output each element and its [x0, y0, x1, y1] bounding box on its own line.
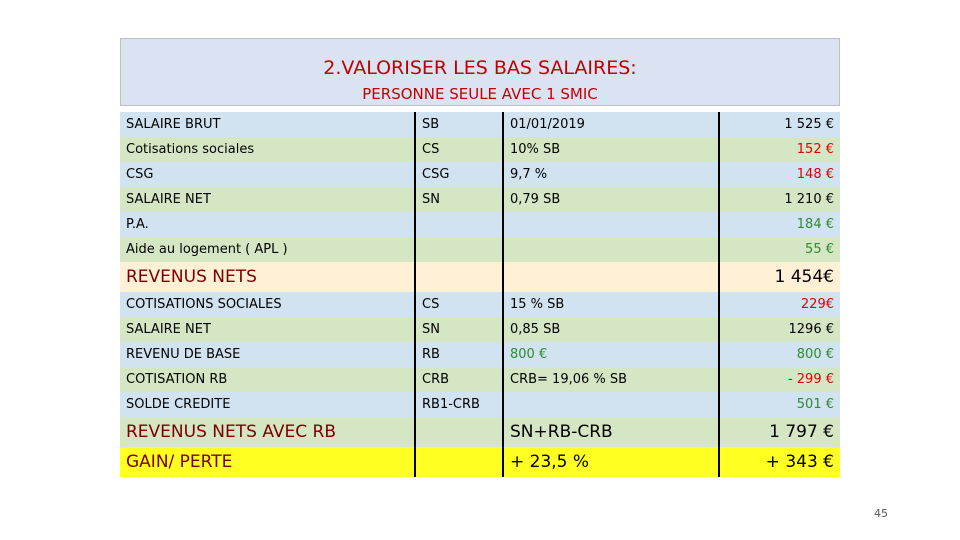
- table-row: [120, 112, 840, 137]
- row-label: COTISATION RB: [120, 367, 415, 392]
- row-label: SALAIRE NET: [120, 317, 415, 342]
- table-row: [120, 237, 840, 262]
- row-desc: 15 % SB: [503, 292, 719, 317]
- row-value: 1 797 €: [719, 417, 840, 447]
- row-desc: [503, 212, 719, 237]
- row-value: 184 €: [719, 212, 840, 237]
- row-label: CSG: [120, 162, 415, 187]
- row-abbr: SB: [415, 112, 503, 137]
- row-value: 152 €: [719, 137, 840, 162]
- table-row: [120, 367, 840, 392]
- row-value: 800 €: [719, 342, 840, 367]
- row-label: P.A.: [120, 212, 415, 237]
- row-abbr: SN: [415, 317, 503, 342]
- row-label: GAIN/ PERTE: [120, 447, 415, 477]
- row-desc: 01/01/2019: [503, 112, 719, 137]
- row-abbr: CS: [415, 292, 503, 317]
- row-label: SALAIRE NET: [120, 187, 415, 212]
- row-desc: 0,85 SB: [503, 317, 719, 342]
- row-abbr: [415, 417, 503, 447]
- row-abbr: CSG: [415, 162, 503, 187]
- row-value: 148 €: [719, 162, 840, 187]
- row-value: - 299 €: [719, 367, 840, 392]
- row-abbr: RB: [415, 342, 503, 367]
- table-row: [120, 212, 840, 237]
- table-row: [120, 187, 840, 212]
- row-label: REVENUS NETS: [120, 262, 415, 292]
- row-value: + 343 €: [719, 447, 840, 477]
- row-abbr: [415, 262, 503, 292]
- row-label: Aide au logement ( APL ): [120, 237, 415, 262]
- row-value: 1296 €: [719, 317, 840, 342]
- row-desc: 9,7 %: [503, 162, 719, 187]
- row-desc: 800 €: [503, 342, 719, 367]
- page-title: 2.VALORISER LES BAS SALAIRES:: [323, 57, 637, 79]
- row-abbr: [415, 447, 503, 477]
- title-box: [120, 38, 840, 106]
- row-label: SALAIRE BRUT: [120, 112, 415, 137]
- row-value: 55 €: [719, 237, 840, 262]
- page-number: 45: [874, 507, 888, 520]
- salary-table: [120, 112, 840, 477]
- row-label: Cotisations sociales: [120, 137, 415, 162]
- row-label: SOLDE CREDITE: [120, 392, 415, 417]
- row-abbr: [415, 212, 503, 237]
- table-row: [120, 342, 840, 367]
- row-value: 1 525 €: [719, 112, 840, 137]
- row-abbr: CS: [415, 137, 503, 162]
- row-desc: 0,79 SB: [503, 187, 719, 212]
- row-desc: 10% SB: [503, 137, 719, 162]
- table-row: [120, 137, 840, 162]
- row-desc: SN+RB-CRB: [503, 417, 719, 447]
- row-abbr: SN: [415, 187, 503, 212]
- row-desc: [503, 392, 719, 417]
- row-label: REVENUS NETS AVEC RB: [120, 417, 415, 447]
- row-label: REVENU DE BASE: [120, 342, 415, 367]
- row-abbr: CRB: [415, 367, 503, 392]
- row-value: 229€: [719, 292, 840, 317]
- row-abbr: [415, 237, 503, 262]
- row-label: COTISATIONS SOCIALES: [120, 292, 415, 317]
- row-value: 1 454€: [719, 262, 840, 292]
- row-abbr: RB1-CRB: [415, 392, 503, 417]
- page-subtitle: PERSONNE SEULE AVEC 1 SMIC: [362, 85, 598, 103]
- row-value: 501 €: [719, 392, 840, 417]
- table-row: [120, 417, 840, 447]
- row-desc: CRB= 19,06 % SB: [503, 367, 719, 392]
- table-row: [120, 162, 840, 187]
- table-row: [120, 292, 840, 317]
- table-row: [120, 262, 840, 292]
- row-desc: [503, 262, 719, 292]
- table-row: [120, 317, 840, 342]
- table-row: [120, 447, 840, 477]
- table-row: [120, 392, 840, 417]
- row-desc: + 23,5 %: [503, 447, 719, 477]
- row-value: 1 210 €: [719, 187, 840, 212]
- row-desc: [503, 237, 719, 262]
